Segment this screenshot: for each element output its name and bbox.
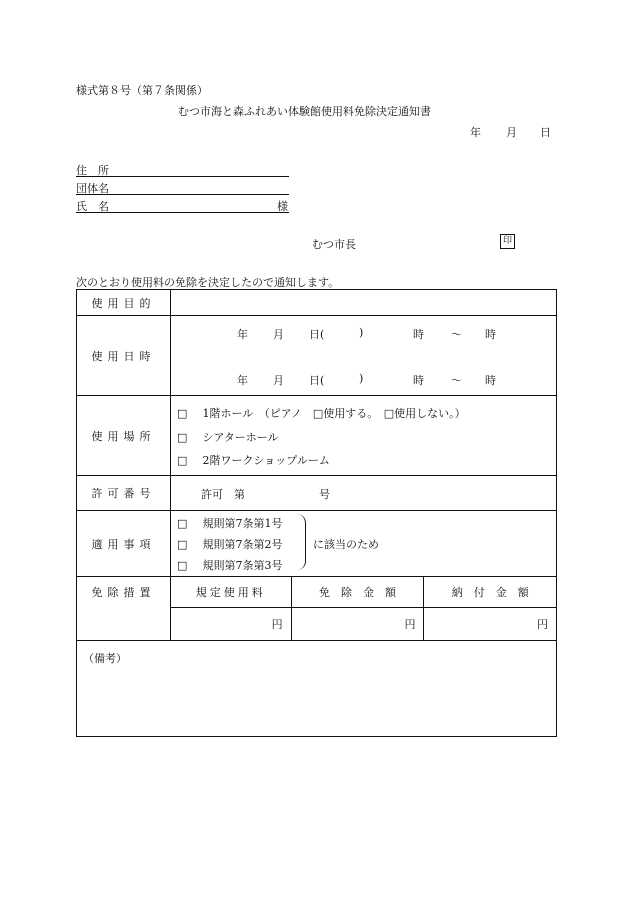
mayor-title: むつ市長 xyxy=(312,238,356,251)
exempt-header-payment-amount: 納 付 金 額 xyxy=(424,577,556,607)
dt1-close: ) xyxy=(359,326,364,339)
name-line xyxy=(76,212,289,213)
date-day: 日 xyxy=(540,126,551,139)
exempt-label: 免除措置 xyxy=(77,577,171,641)
yen-unit: 円 xyxy=(271,617,283,631)
dt1-month: 月 xyxy=(273,328,284,341)
dt2-month: 月 xyxy=(273,374,284,387)
exempt-header-exempt-amount: 免 除 金 額 xyxy=(291,577,424,607)
dt2-tilde: ～ xyxy=(451,374,462,387)
intro-sentence: 次のとおり使用料の免除を決定したので通知します。 xyxy=(76,276,340,289)
seal-mark: 印 xyxy=(500,234,515,249)
address-label: 住 所 xyxy=(76,164,109,177)
apply-option-text: 規則第7条第2号 xyxy=(202,538,283,551)
dt2-hour: 時 xyxy=(413,374,424,387)
form-number: 様式第８号（第７条関係） xyxy=(76,84,208,97)
checkbox-icon[interactable]: □ xyxy=(177,407,188,420)
dt1-year: 年 xyxy=(237,328,248,341)
dt1-tilde: ～ xyxy=(451,328,462,341)
address-line xyxy=(76,176,289,177)
remarks-label: （備考） xyxy=(83,652,127,665)
checkbox-icon[interactable]: □ xyxy=(177,538,188,551)
yen-unit: 円 xyxy=(404,617,416,631)
dt2-close: ) xyxy=(359,372,364,385)
place-field xyxy=(171,396,557,476)
standard-fee-amount[interactable] xyxy=(171,607,291,640)
apply-option-3[interactable] xyxy=(177,557,283,573)
apply-label: 適用事項 xyxy=(77,511,171,577)
checkbox-icon[interactable]: □ xyxy=(177,517,188,530)
date-year: 年 xyxy=(470,126,481,139)
datetime-field[interactable] xyxy=(171,316,557,396)
purpose-label: 使用目的 xyxy=(77,290,171,316)
place-option-hall1[interactable] xyxy=(177,405,466,421)
apply-option-1[interactable] xyxy=(177,515,283,531)
datetime-label: 使用日時 xyxy=(77,316,171,396)
dt2-day: 日( xyxy=(309,374,325,387)
organization-label: 団体名 xyxy=(76,182,109,195)
organization-line xyxy=(76,194,289,195)
checkbox-icon[interactable]: □ xyxy=(177,454,188,467)
checkbox-icon[interactable]: □ xyxy=(177,559,188,572)
dt1-hour2: 時 xyxy=(485,328,496,341)
exempt-subtable xyxy=(171,577,556,640)
dt1-hour: 時 xyxy=(413,328,424,341)
place-option-text: 2階ワークショップルーム xyxy=(202,454,330,467)
permit-suffix: 号 xyxy=(319,488,330,501)
place-option-text: シアターホール xyxy=(202,431,279,444)
brace-icon xyxy=(297,514,306,570)
dt1-day: 日( xyxy=(309,328,325,341)
document-title: むつ市海と森ふれあい体験館使用料免除決定通知書 xyxy=(178,105,431,118)
exemption-form-table xyxy=(76,289,557,737)
purpose-field[interactable] xyxy=(171,290,557,316)
dt2-hour2: 時 xyxy=(485,374,496,387)
permit-field[interactable] xyxy=(171,476,557,511)
place-option-text: 1階ホール （ピアノ □使用する。 □使用しない。） xyxy=(202,407,466,420)
exempt-field xyxy=(171,577,557,641)
permit-label: 許可番号 xyxy=(77,476,171,511)
place-label: 使用場所 xyxy=(77,396,171,476)
apply-field xyxy=(171,511,557,577)
exempt-header-standard-fee: 規定使用料 xyxy=(171,577,291,607)
honorific-sama: 様 xyxy=(277,200,288,213)
apply-option-text: 規則第7条第3号 xyxy=(202,559,283,572)
permit-text: 許可 第 xyxy=(201,488,245,501)
place-option-workshop[interactable] xyxy=(177,452,330,468)
apply-option-2[interactable] xyxy=(177,536,283,552)
remarks-field[interactable] xyxy=(77,641,557,737)
checkbox-icon[interactable]: □ xyxy=(177,431,188,444)
payment-amount[interactable] xyxy=(424,607,556,640)
date-month: 月 xyxy=(506,126,517,139)
apply-option-text: 規則第7条第1号 xyxy=(202,517,283,530)
exempt-amount[interactable] xyxy=(291,607,424,640)
dt2-year: 年 xyxy=(237,374,248,387)
name-label: 氏 名 xyxy=(76,200,109,213)
yen-unit: 円 xyxy=(537,617,548,631)
place-option-theater[interactable] xyxy=(177,429,279,445)
apply-suffix: に該当のため xyxy=(313,538,379,551)
